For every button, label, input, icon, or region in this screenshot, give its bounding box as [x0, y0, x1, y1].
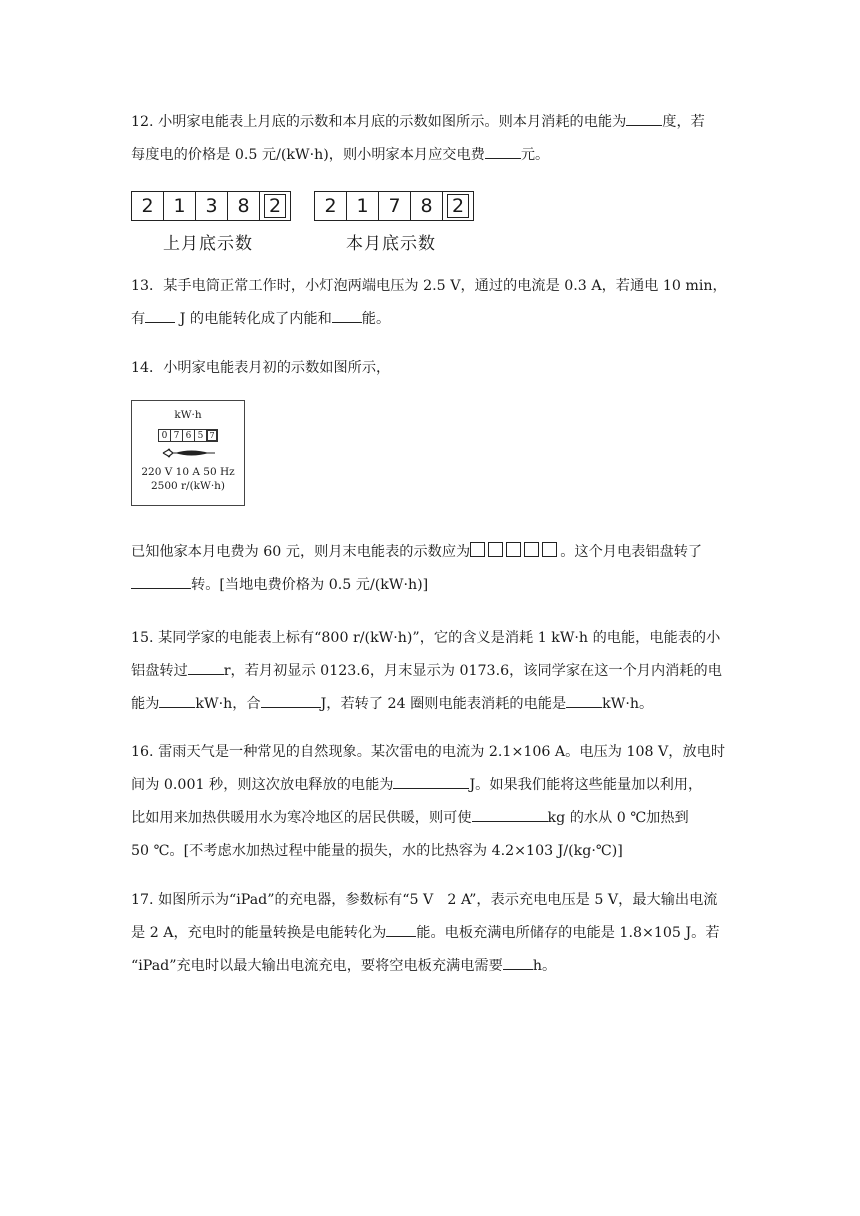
answer-blank[interactable] [503, 951, 533, 970]
meter-spec-constant: 2500 r/(kW·h) [150, 480, 226, 492]
meter-decimal-digit: 7 [206, 429, 218, 442]
meter-digit: 8 [410, 191, 442, 221]
meter-this-caption: 本月底示数 [346, 234, 436, 254]
question-15: 15. 某同学家的电能表上标有“800 r/(kW·h)”，它的含义是消耗 1 kW·h 的电能，电能表的小 铝盘转过 r，若月初显示 0123.6，月末显示为 0173.6，该同学家在这一个月内消耗的电 能为 kW·h，合 J，若转了 24 圈则电能表消耗的电能是 kW·h。 [131, 630, 722, 712]
answer-blank[interactable] [386, 918, 416, 937]
q12-text-line2: 每度电的价格是 0.5 元/(kW·h)，则小明家本月应交电费 [131, 147, 485, 163]
question-13: 13．某手电筒正常工作时，小灯泡两端电压为 2.5 V，通过的电流是 0.3 A，若通电 10 min， 有 J 的电能转化成了内能和 能。 [131, 278, 727, 327]
answer-blank[interactable] [626, 107, 662, 126]
electric-meter-panel [131, 400, 245, 506]
question-14-continued: 已知他家本月电费为 60 元，则月末电能表的示数应为 。这个月电表铝盘转了 转。[当地电费价格为 0.5 元/(kW·h)] [131, 544, 703, 593]
meter-digit: 8 [227, 191, 259, 221]
meter-digit: 1 [346, 191, 378, 221]
meter-last-caption: 上月底示数 [163, 234, 253, 254]
meter-digit: 6 [182, 429, 194, 442]
question-12: 12. 小明家电能表上月底的示数和本月底的示数如图所示。则本月消耗的电能为 度，若 每度电的价格是 0.5 元/(kW·h)，则小明家本月应交电费 元。 [131, 106, 731, 172]
meter-unit: kW·h [174, 409, 202, 421]
meter-digit: 5 [194, 429, 206, 442]
meter-spec-rating: 220 V 10 A 50 Hz [141, 466, 235, 478]
q15-text-line1: 15. 某同学家的电能表上标有“800 r/(kW·h)”，它的含义是消耗 1 kW·h 的电能，电能表的小 [131, 630, 721, 646]
meter-decimal-digit: 2 [442, 191, 474, 221]
q13-text-line1: 13．某手电筒正常工作时，小灯泡两端电压为 2.5 V，通过的电流是 0.3 A，若通电 10 min， [131, 278, 727, 294]
meter-decimal-digit: 2 [259, 191, 291, 221]
meter-this-month [314, 191, 474, 221]
q16-text-line4: 50 ℃。[不考虑水加热过程中能量的损失，水的比热容为 4.2×103 J/(kg·℃)] [131, 843, 623, 859]
meter-digit: 2 [131, 191, 163, 221]
q17-text-line1: 17. 如图所示为“iPad”的充电器，参数标有“5 V 2 A”，表示充电电压是 5 V，最大输出电流 [131, 892, 718, 908]
question-16: 16. 雷雨天气是一种常见的自然现象。某次雷电的电流为 2.1×106 A。电压为 108 V，放电时 间为 0.001 秒，则这次放电释放的电能为 J。如果我们能将这些能量加以利用， 比如用来加热供暖用水为寒冷地区的居民供暖，则可使 kg 的水从 0 ℃加热到 50 ℃。[不考虑水加热过程中能量的损失，水的比热容为 4.2×103 J/(kg·℃)] [131, 744, 726, 859]
meter-digit: 0 [158, 429, 170, 442]
aluminum-disc-icon [161, 447, 217, 459]
answer-blank[interactable] [393, 770, 469, 789]
answer-blank[interactable] [188, 656, 224, 675]
meter-digit: 7 [170, 429, 182, 442]
meter-digit: 1 [163, 191, 195, 221]
meter-last-month [131, 191, 291, 221]
question-17: 17. 如图所示为“iPad”的充电器，参数标有“5 V 2 A”，表示充电电压是 5 V，最大输出电流 是 2 A，充电时的能量转换是电能转化为 能。电板充满电所储存的电能是 1.8×105 J。若 “iPad”充电时以最大输出电流充电，要将空电板充满电需要 h。 [131, 892, 720, 974]
answer-blank[interactable] [472, 803, 548, 822]
answer-blank[interactable] [566, 689, 602, 708]
answer-blank[interactable] [159, 689, 195, 708]
q16-text-line1: 16. 雷雨天气是一种常见的自然现象。某次雷电的电流为 2.1×106 A。电压为 108 V，放电时 [131, 744, 726, 760]
answer-blank[interactable] [145, 304, 175, 323]
question-14 [131, 352, 731, 385]
q12-text-line1: 12. 小明家电能表上月底的示数和本月底的示数如图所示。则本月消耗的电能为 [131, 114, 627, 130]
answer-blank[interactable] [131, 570, 191, 589]
meter-digit: 2 [314, 191, 346, 221]
meter-digit: 3 [195, 191, 227, 221]
answer-blank[interactable] [261, 689, 321, 708]
answer-blank[interactable] [332, 304, 362, 323]
answer-boxes[interactable] [470, 544, 560, 560]
answer-blank[interactable] [485, 140, 521, 159]
meter-digit: 7 [378, 191, 410, 221]
meter-digits [158, 429, 218, 442]
q14-text-line1: 14．小明家电能表月初的示数如图所示， [131, 360, 391, 376]
